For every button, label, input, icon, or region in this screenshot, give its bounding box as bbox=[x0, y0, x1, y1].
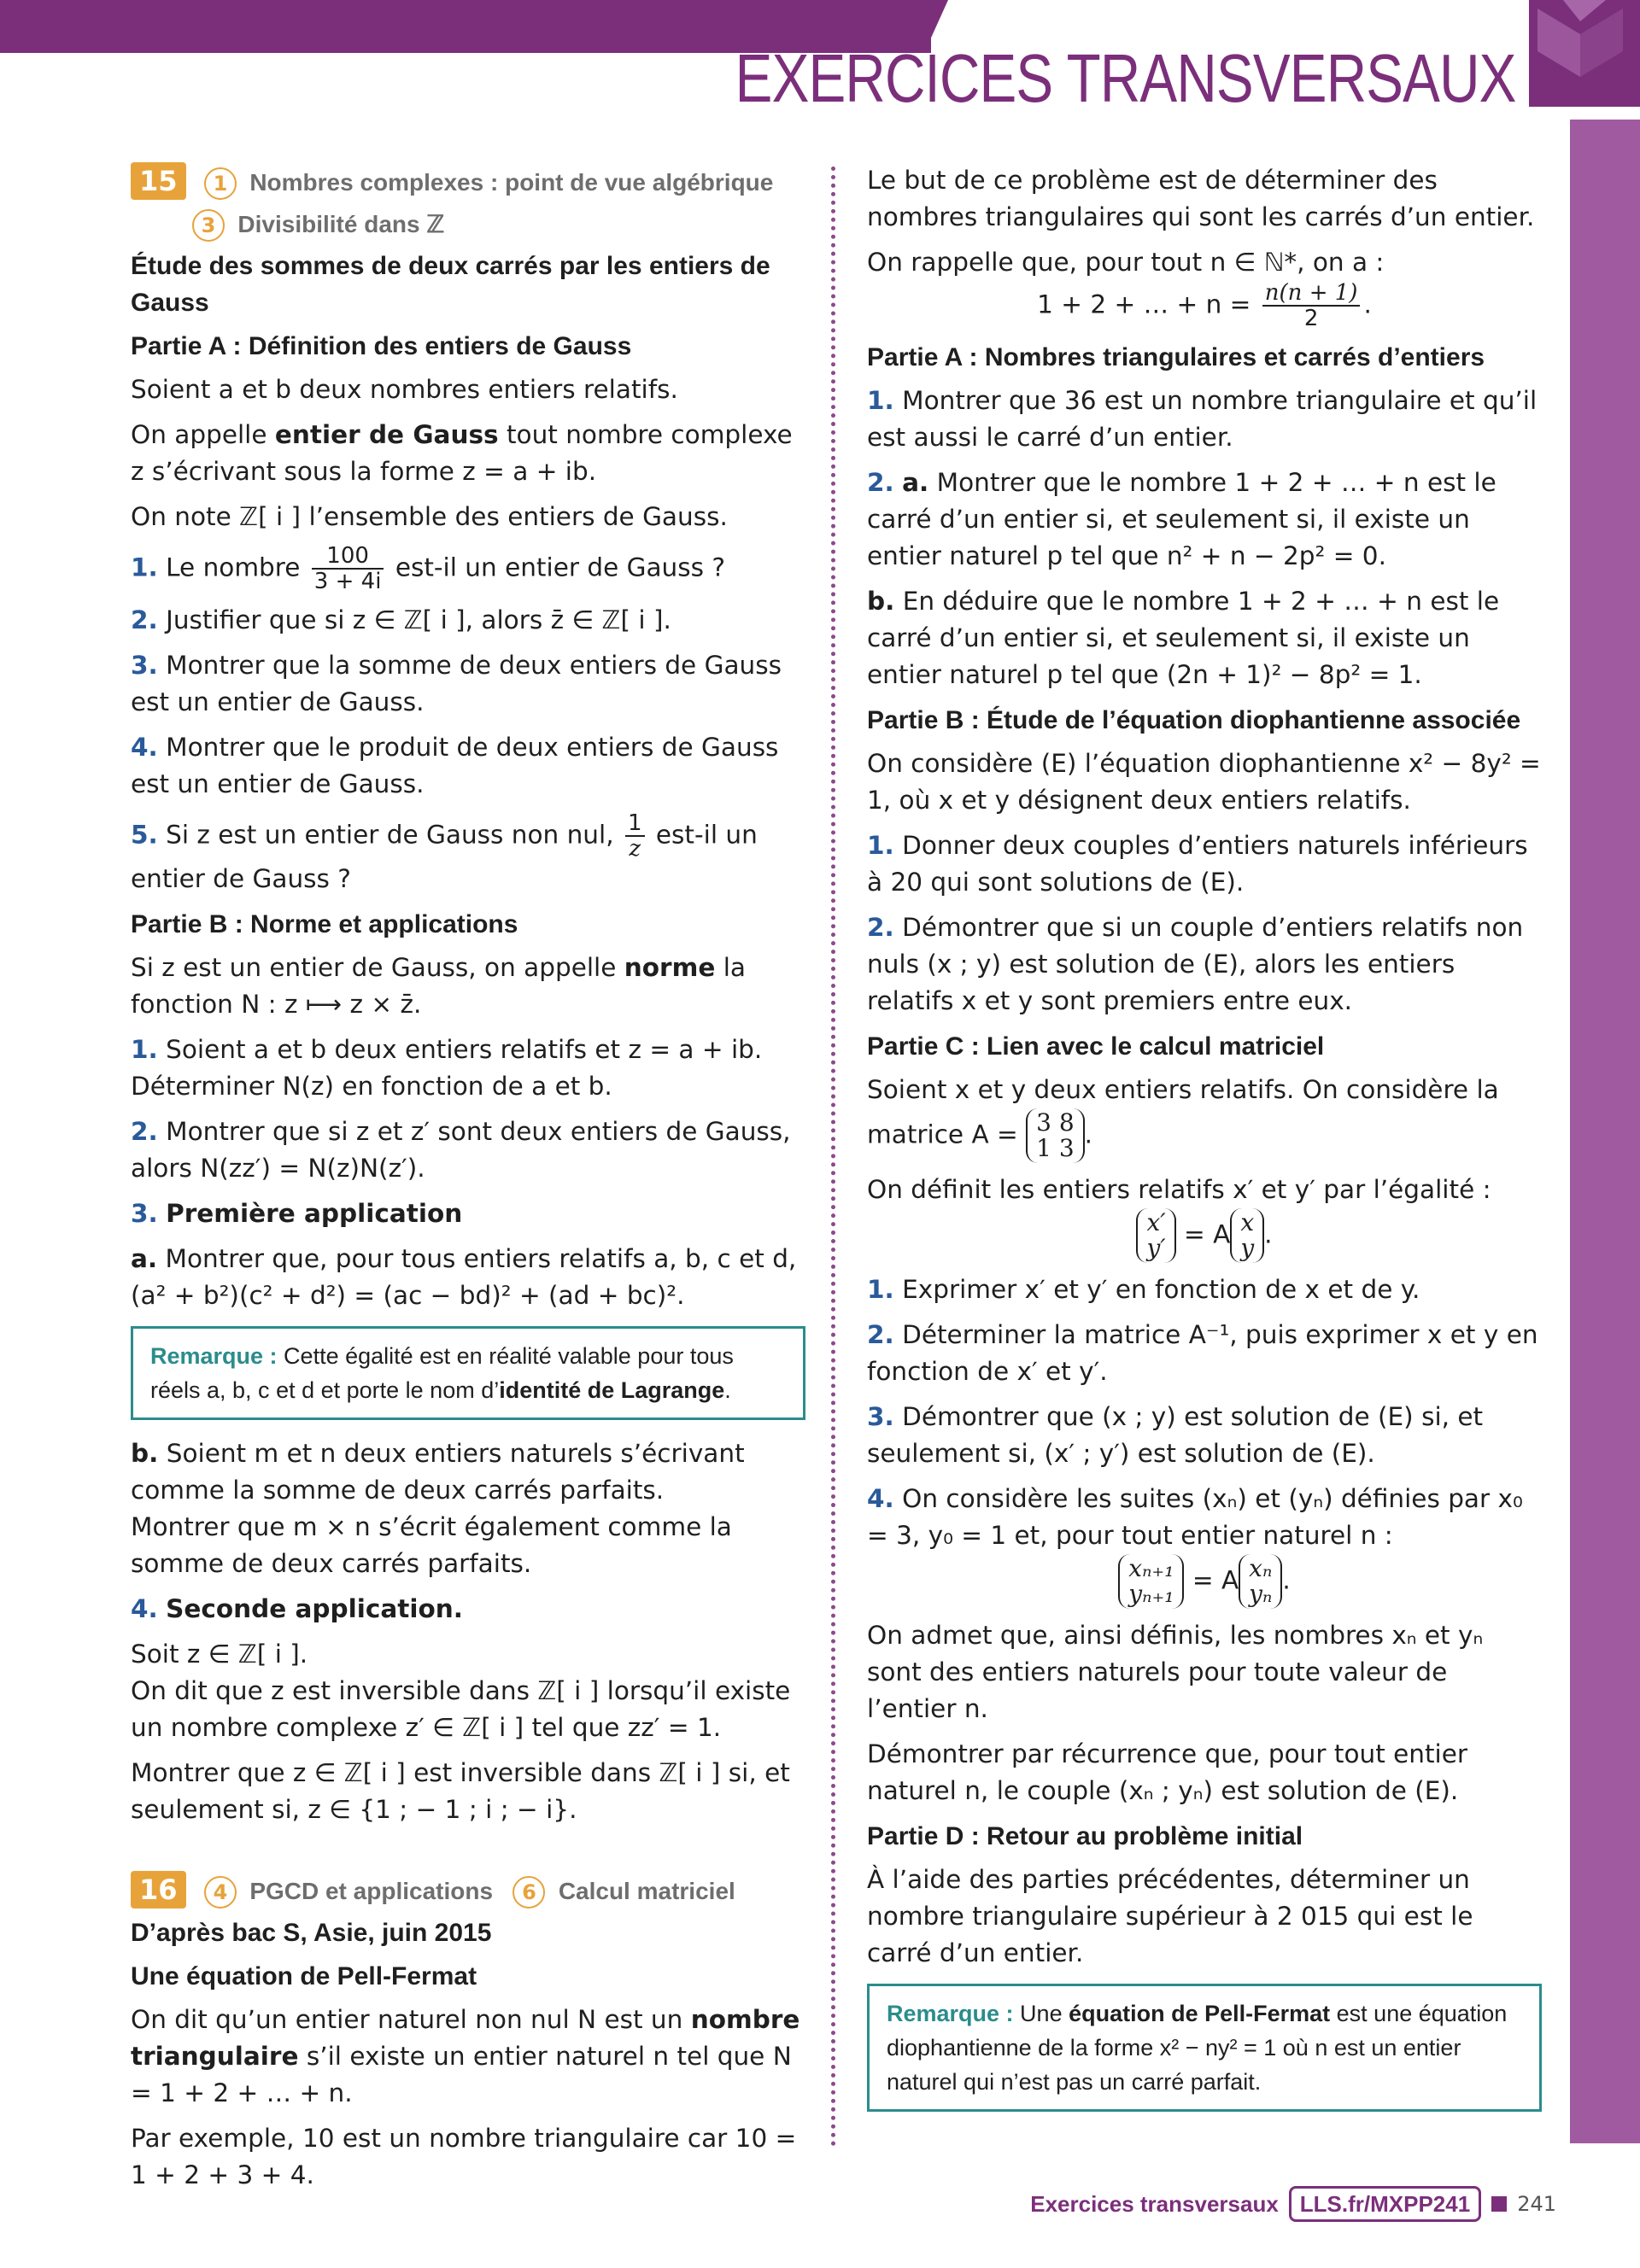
text-paragraph: On note ℤ[ i ] l’ensemble des entiers de Gauss. bbox=[131, 502, 728, 531]
part-b-title: Partie B : Norme et applications bbox=[131, 910, 518, 938]
text-paragraph: Soit z ∈ ℤ[ i ]. On dit que z est inversible dans ℤ[ i ] lorsqu’il existe un nombre complexe z′ ∈ ℤ[ i ] tel que zz′ = 1. bbox=[131, 1640, 791, 1742]
question-d1: À l’aide des parties précédentes, déterminer un nombre triangulaire supérieur à 2 015 qui est le carré d’un entier. bbox=[867, 1865, 1473, 1967]
remark-box: Remarque : Cette égalité est en réalité valable pour tous réels a, b, c et d et porte le nom d’identité de Lagrange. bbox=[131, 1326, 805, 1420]
chapter-badge: 1 bbox=[204, 167, 237, 200]
question-a2b: b. En déduire que le nombre 1 + 2 + … + n est le carré d’un entier si, et seulement si, il existe un entier naturel p tel que (2n + 1)² − 8p² = 1. bbox=[867, 587, 1500, 689]
question-b1: 1. Donner deux couples d’entiers naturels inférieurs à 20 qui sont solutions de (E). bbox=[867, 831, 1528, 897]
corner-decoration bbox=[1529, 0, 1640, 107]
exercise-15-subheader bbox=[131, 206, 805, 243]
text-paragraph: On rappelle que, pour tout n ∈ ℕ*, on a : bbox=[867, 248, 1385, 277]
footer-square-icon bbox=[1491, 2196, 1507, 2212]
page-number: 241 bbox=[1517, 2192, 1556, 2216]
text-paragraph: On appelle entier de Gauss tout nombre complexe z s’écrivant sous la forme z = a + ib. bbox=[131, 420, 793, 486]
text-paragraph: Si z est un entier de Gauss, on appelle norme la fonction N : z ⟼ z × z̄. bbox=[131, 953, 746, 1019]
remark-box: Remarque : Une équation de Pell-Fermat est une équation diophantienne de la forme x² − ny² = 1 où n est un entier naturel qui n’est pas un carré parfait. bbox=[867, 1984, 1542, 2112]
exercise-15-header bbox=[131, 162, 805, 201]
topic-label: Nombres complexes : point de vue algébrique bbox=[249, 169, 774, 196]
text-paragraph: On considère (E) l’équation diophantienne x² − 8y² = 1, où x et y désignent deux entiers relatifs. bbox=[867, 749, 1541, 815]
part-d-title: Partie D : Retour au problème initial bbox=[867, 1822, 1303, 1850]
question-4: 4. Montrer que le produit de deux entiers de Gauss est un entier de Gauss. bbox=[131, 733, 779, 798]
question-b3: 3. Première application bbox=[131, 1199, 463, 1228]
side-strip bbox=[1570, 120, 1640, 2143]
exercise-title: Étude des sommes de deux carrés par les entiers de Gauss bbox=[131, 252, 770, 317]
text-paragraph: Le but de ce problème est de déterminer des nombres triangulaires qui sont les carrés d’un entier. bbox=[867, 166, 1535, 231]
question-a2a: 2. a. Montrer que le nombre 1 + 2 + … + n est le carré d’un entier si, et seulement si, il existe un entier naturel p tel que n² + n − 2p² = 0. bbox=[867, 468, 1496, 570]
question-b3b: b. Soient m et n deux entiers naturels s’écrivant comme la somme de deux carrés parfaits. Montrer que m × n s’écrit également comme la somme de deux carrés parfaits. bbox=[131, 1439, 745, 1578]
exercise-number: 16 bbox=[131, 1871, 186, 1909]
sequence-equation: xₙ₊₁ yₙ₊₁ = A xₙ yₙ . bbox=[867, 1554, 1542, 1609]
exercise-source: D’après bac S, Asie, juin 2015 bbox=[131, 1919, 492, 1947]
text-paragraph: Soient a et b deux nombres entiers relatifs. bbox=[131, 375, 678, 404]
text-paragraph: On dit qu’un entier naturel non nul N est un nombre triangulaire s’il existe un entier naturel n tel que N = 1 + 2 + … + n. bbox=[131, 2005, 800, 2107]
chapter-badge: 3 bbox=[192, 209, 225, 242]
question-1: 1. Le nombre $\frac{100}{3 + 4i}$ est-il un entier de Gauss ? bbox=[131, 543, 726, 594]
part-b-title: Partie B : Étude de l’équation diophantienne associée bbox=[867, 706, 1521, 734]
formula: 1 + 2 + … + n = $\frac{n(n + 1)}{2}$ . bbox=[1037, 280, 1372, 331]
column-divider bbox=[831, 167, 835, 2148]
question-a1: 1. Montrer que 36 est un nombre triangulaire et qu’il est aussi le carré d’un entier. bbox=[867, 386, 1538, 452]
right-column bbox=[867, 162, 1542, 2127]
part-a-title: Partie A : Nombres triangulaires et carrés d’entiers bbox=[867, 343, 1485, 371]
matrix-a: 3 8 1 3 bbox=[1026, 1108, 1085, 1163]
question-2: 2. Justifier que si z ∈ ℤ[ i ], alors z̄ ∈ ℤ[ i ]. bbox=[131, 605, 671, 634]
text-paragraph: Montrer que z ∈ ℤ[ i ] est inversible dans ℤ[ i ] si, et seulement si, z ∈ {1 ; − 1 ; i ; − i}. bbox=[131, 1758, 790, 1824]
question-c3: 3. Démontrer que (x ; y) est solution de (E) si, et seulement si, (x′ ; y′) est solution de (E). bbox=[867, 1402, 1484, 1468]
topic-label: Calcul matriciel bbox=[558, 1878, 735, 1904]
text-paragraph: On définit les entiers relatifs x′ et y′ par l’égalité : bbox=[867, 1175, 1491, 1204]
left-column bbox=[131, 162, 805, 2202]
question-5: 5. Si z est un entier de Gauss non nul, $\frac{1}{z}$ est-il un entier de Gauss ? bbox=[131, 810, 758, 893]
page-header-title: EXERCICES TRANSVERSAUX bbox=[735, 40, 1516, 116]
question-b4: 4. Seconde application. bbox=[131, 1594, 463, 1623]
question-b1: 1. Soient a et b deux entiers relatifs et z = a + ib. Déterminer N(z) en fonction de a et b. bbox=[131, 1035, 763, 1101]
topic-label: PGCD et applications bbox=[249, 1878, 494, 1904]
text-paragraph: Démontrer par récurrence que, pour tout entier naturel n, le couple (xₙ ; yₙ) est solution de (E). bbox=[867, 1739, 1468, 1805]
question-c2: 2. Déterminer la matrice A⁻¹, puis exprimer x et y en fonction de x′ et y′. bbox=[867, 1320, 1538, 1386]
question-c4: 4. On considère les suites (xₙ) et (yₙ) définies par x₀ = 3, y₀ = 1 et, pour tout entier naturel n : bbox=[867, 1484, 1523, 1550]
page-footer bbox=[1030, 2186, 1556, 2222]
footer-section: Exercices transversaux bbox=[1030, 2190, 1279, 2217]
topic-label: Divisibilité dans ℤ bbox=[237, 211, 445, 237]
question-b2: 2. Montrer que si z et z′ sont deux entiers de Gauss, alors N(zz′) = N(z)N(z′). bbox=[131, 1117, 791, 1183]
text-paragraph: On admet que, ainsi définis, les nombres xₙ et yₙ sont des entiers naturels pour toute valeur de l’entier n. bbox=[867, 1621, 1484, 1723]
chapter-badge: 4 bbox=[204, 1876, 237, 1909]
part-c-title: Partie C : Lien avec le calcul matriciel bbox=[867, 1032, 1325, 1061]
matrix-line: matrice A = 3 8 1 3 . bbox=[867, 1108, 1093, 1162]
exercise-16-header bbox=[131, 1871, 805, 1909]
chapter-badge: 6 bbox=[512, 1876, 545, 1909]
question-b2: 2. Démontrer que si un couple d’entiers relatifs non nuls (x ; y) est solution de (E), alors les entiers relatifs x et y sont premiers entre eux. bbox=[867, 913, 1524, 1015]
footer-link[interactable]: LLS.fr/MXPP241 bbox=[1289, 2186, 1481, 2222]
question-c1: 1. Exprimer x′ et y′ en fonction de x et de y. bbox=[867, 1275, 1420, 1304]
question-3: 3. Montrer que la somme de deux entiers de Gauss est un entier de Gauss. bbox=[131, 651, 782, 716]
exercise-number: 15 bbox=[131, 162, 186, 200]
vector-equation: x′ y′ = A x y . bbox=[867, 1208, 1542, 1263]
text-paragraph: Soient x et y deux entiers relatifs. On considère la bbox=[867, 1075, 1499, 1104]
text-paragraph: Par exemple, 10 est un nombre triangulaire car 10 = 1 + 2 + 3 + 4. bbox=[131, 2124, 797, 2189]
part-a-title: Partie A : Définition des entiers de Gauss bbox=[131, 332, 632, 360]
question-b3a: a. Montrer que, pour tous entiers relatifs a, b, c et d, (a² + b²)(c² + d²) = (ac − bd)² + (ad + bc)². bbox=[131, 1244, 797, 1310]
exercise-title: Une équation de Pell-Fermat bbox=[131, 1962, 477, 1990]
